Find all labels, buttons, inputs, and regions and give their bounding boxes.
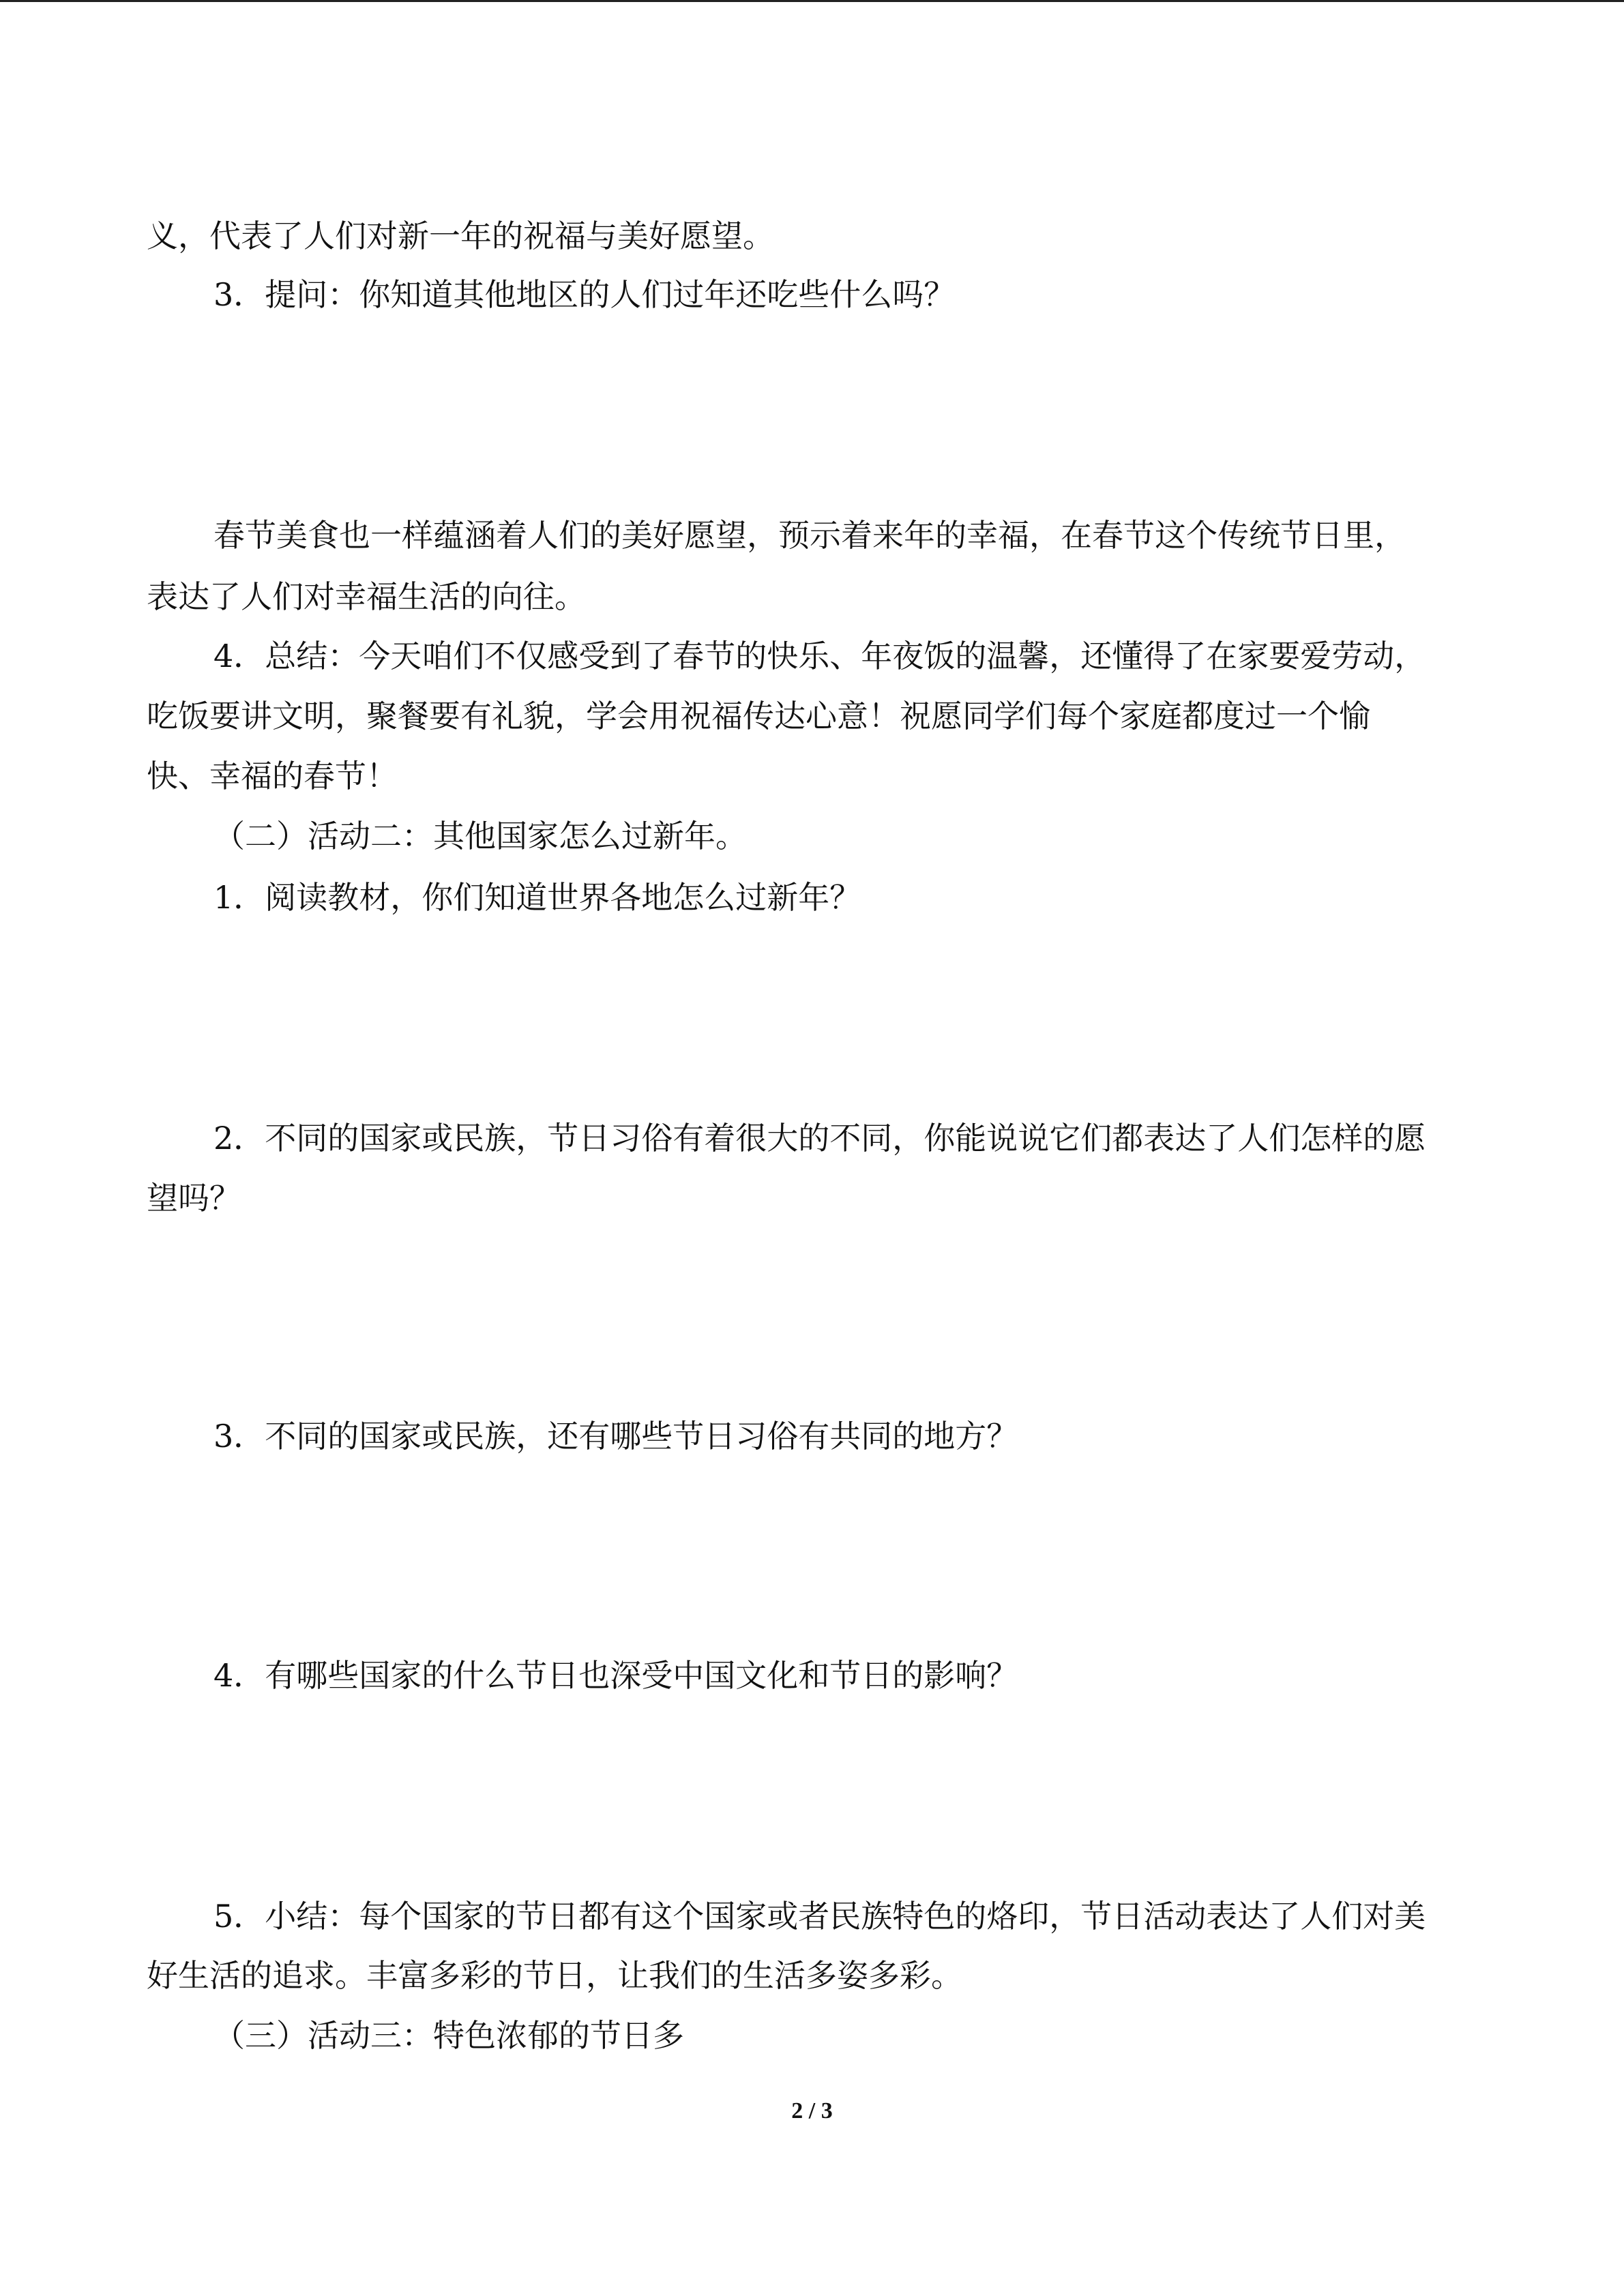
paragraph-line-4: 表达了人们对幸福生活的向往。 [147, 578, 586, 615]
paragraph-line-3: 春节美食也一样蕴涵着人们的美好愿望，预示着来年的幸福，在春节这个传统节日里， [213, 517, 1406, 554]
activity-3-heading: （三）活动三：特色浓郁的节日多 [213, 2017, 684, 2054]
paragraph-line-11: 望吗？ [147, 1180, 241, 1217]
question-3: 3．提问：你知道其他地区的人们过年还吃些什么吗？ [213, 276, 956, 313]
conclusion-5: 5．小结：每个国家的节日都有这个国家或者民族特色的烙印，节日活动表达了人们对美 [213, 1898, 1426, 1935]
question-2: 2．不同的国家或民族，节日习俗有着很大的不同，你能说说它们都表达了人们怎样的愿 [213, 1120, 1426, 1157]
paragraph-line-1: 义，代表了人们对新一年的祝福与美好愿望。 [147, 218, 774, 254]
activity-2-heading: （二）活动二：其他国家怎么过新年。 [213, 818, 747, 854]
question-1: 1．阅读教材，你们知道世界各地怎么过新年？ [213, 879, 861, 916]
page-number: 2 / 3 [791, 2098, 833, 2123]
paragraph-line-15: 好生活的追求。丰富多彩的节日，让我们的生活多姿多彩。 [147, 1957, 962, 1994]
summary-4: 4．总结：今天咱们不仅感受到了春节的快乐、年夜饭的温馨，还懂得了在家要爱劳动， [213, 638, 1426, 674]
top-border [0, 0, 1624, 2]
question-3b: 3．不同的国家或民族，还有哪些节日习俗有共同的地方？ [213, 1418, 1018, 1455]
paragraph-line-7: 快、幸福的春节！ [147, 758, 398, 794]
question-4: 4．有哪些国家的什么节日也深受中国文化和节日的影响？ [213, 1657, 1018, 1694]
paragraph-line-6: 吃饭要讲文明，聚餐要有礼貌，学会用祝福传达心意！祝愿同学们每个家庭都度过一个愉 [147, 698, 1370, 734]
